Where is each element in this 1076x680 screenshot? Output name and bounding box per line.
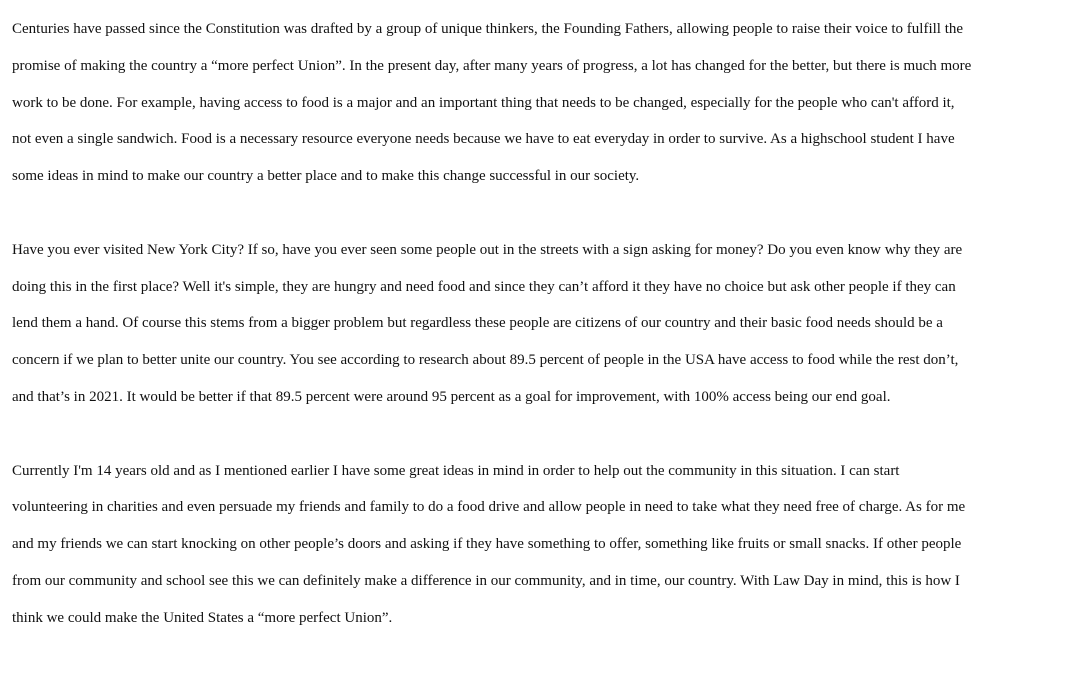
text-line: volunteering in charities and even persuade my friends and family to do a food drive and allow people in need to take what they need free of charge. As for me: [12, 499, 966, 516]
text-line: from our community and school see this we can definitely make a difference in our community, and in time, our country. With Law Day in mind, this is how I: [12, 572, 960, 589]
paragraph-2: [12, 232, 1062, 416]
text-line: some ideas in mind to make our country a better place and to make this change successful in our society.: [12, 168, 640, 185]
paragraph-3: [12, 453, 1062, 637]
text-line: and that’s in 2021. It would be better if that 89.5 percent were around 95 percent as a goal for improvement, with 100% access being our end goal.: [12, 388, 891, 405]
text-line: concern if we plan to better unite our country. You see according to research about 89.5 percent of people in the USA have access to food while the rest don’t,: [12, 352, 959, 369]
text-line: work to be done. For example, having access to food is a major and an important thing that needs to be changed, especially for the people who can't afford it,: [12, 94, 955, 111]
text-line: and my friends we can start knocking on other people’s doors and asking if they have something to offer, something like fruits or small snacks. If other people: [12, 536, 962, 553]
text-line: Centuries have passed since the Constitution was drafted by a group of unique thinkers, the Founding Fathers, allowing people to raise their voice to fulfill the: [12, 21, 964, 37]
document-body: [12, 11, 1062, 637]
text-line: doing this in the first place? Well it's simple, they are hungry and need food and since they can’t afford it they have no choice but ask other people if they can: [12, 278, 956, 295]
text-line: lend them a hand. Of course this stems from a bigger problem but regardless these people are citizens of our country and their basic food needs should be a: [12, 315, 943, 332]
paragraph-1: [12, 11, 1062, 195]
text-line: Have you ever visited New York City? If so, have you ever seen some people out in the streets with a sign asking for money? Do you even know why they are: [12, 241, 963, 258]
text-line: think we could make the United States a “more perfect Union”.: [12, 609, 393, 626]
text-line: not even a single sandwich. Food is a necessary resource everyone needs because we have to eat everyday in order to survive. As a highschool student I have: [12, 131, 955, 148]
text-line: promise of making the country a “more perfect Union”. In the present day, after many years of progress, a lot has changed for the better, but there is much more: [12, 57, 972, 74]
text-line: Currently I'm 14 years old and as I mentioned earlier I have some great ideas in mind in order to help out the community in this situation. I can start: [12, 462, 900, 479]
